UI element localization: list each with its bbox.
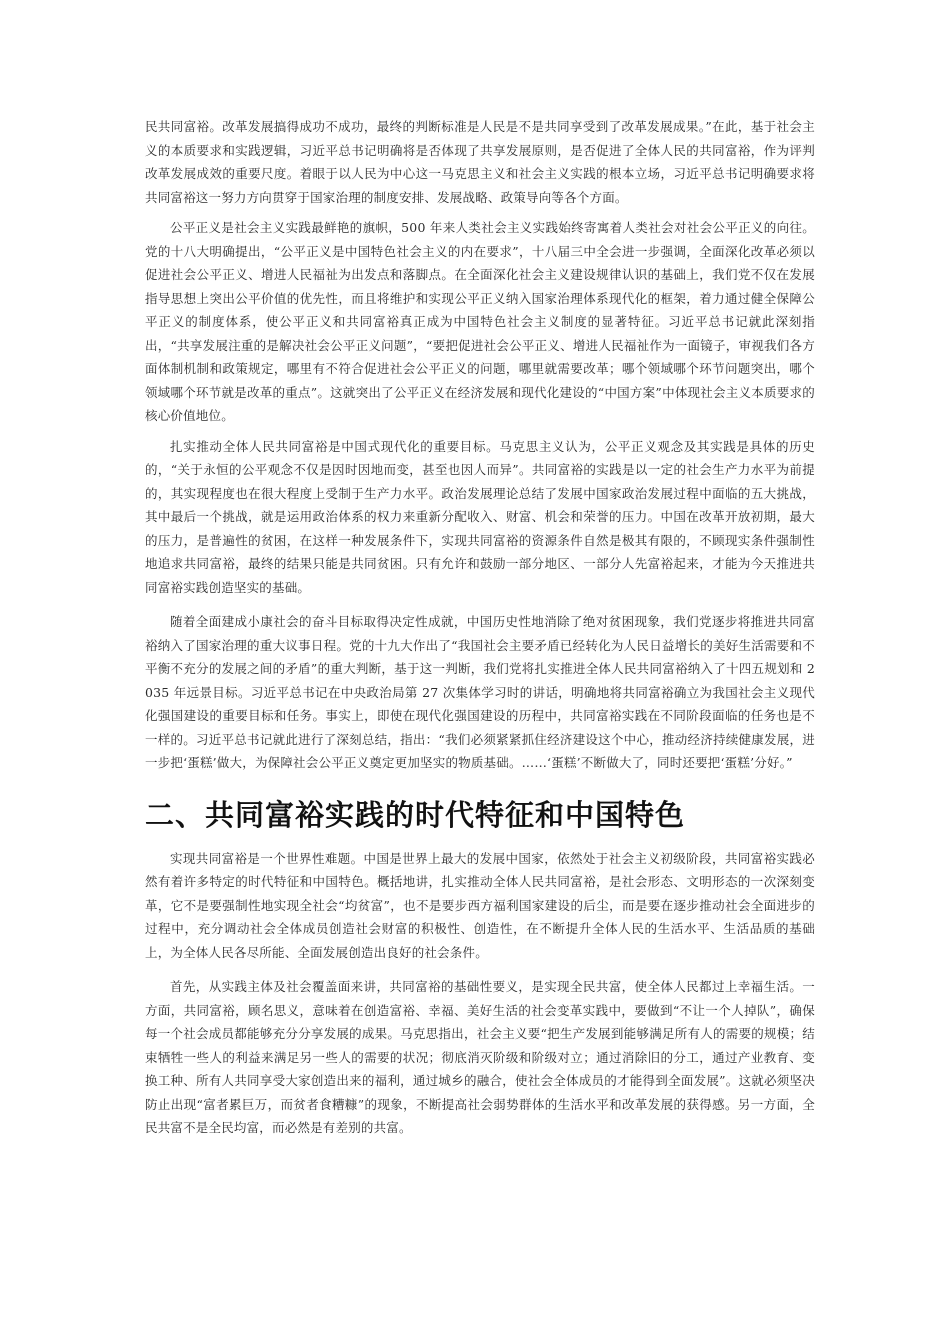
paragraph-xiaokang: 随着全面建成小康社会的奋斗目标取得决定性成就，中国历史性地消除了绝对贫困现象，我们党逐步将推进共同富裕纳入了国家治理的重大议事日程。党的十九大作出了“我国社会主要矛盾已经转化为人民日益增长的美好生活需要和不平衡不充分的发展之间的矛盾”的重大判断，基于这一判断，我们党将扎实推进全体人民共同富裕纳入了十四五规划和 2035 年远景目标。习近平总书记在中央政治局第 27 次集体学习时的讲话，明确地将共同富裕确立为我国社会主义现代化强国建设的重要目标和任务。事实上，即使在现代化强国建设的历程中，共同富裕实践在不同阶段面临的任务也是不一样的。习近平总书记就此进行了深刻总结，指出：“我们必须紧紧抓住经济建设这个中心，推动经济持续健康发展，进一步把‘蛋糕’做大，为保障社会公平正义奠定更加坚实的物质基础。……‘蛋糕’不断做大了，同时还要把‘蛋糕’分好。” xyxy=(145,614,815,770)
paragraph-modernization-goal: 扎实推动全体人民共同富裕是中国式现代化的重要目标。马克思主义认为，公平正义观念及其实践是具体的历史的，“关于永恒的公平观念不仅是因时因地而变，甚至也因人而异”。共同富裕的实践是以一定的社会生产力水平为前提的，其实现程度也在很大程度上受制于生产力水平。政治发展理论总结了发展中国家政治发展过程中面临的五大挑战，其中最后一个挑战，就是运用政治体系的权力来重新分配收入、财富、机会和荣誉的压力。中国在改革开放初期，最大的压力，是普遍性的贫困，在这样一种发展条件下，实现共同富裕的资源条件自然是极其有限的，不顾现实条件强制性地追求共同富裕，最终的结果只能是共同贫困。只有允许和鼓励一部分地区、一部分人先富裕起来，才能为今天推进共同富裕实践创造坚实的基础。 xyxy=(145,438,815,595)
section-heading: 二、共同富裕实践的时代特征和中国特色 xyxy=(145,797,686,832)
document-page xyxy=(145,115,815,1140)
paragraph-practice-subject: 首先，从实践主体及社会覆盖面来讲，共同富裕的基础性要义，是实现全民共富，使全体人民都过上幸福生活。一方面，共同富裕，顾名思义，意味着在创造富裕、幸福、美好生活的社会变革实践中，要做到“不让一个人掉队”，确保每一个社会成员都能够充分分享发展的成果。马克思指出，社会主义要“把生产发展到能够满足所有人的需要的规模；结束牺牲一些人的利益来满足另一些人的需要的状况；彻底消灭阶级和阶级对立；通过消除旧的分工，通过产业教育、变换工种、所有人共同享受大家创造出来的福利，通过城乡的融合，使社会全体成员的才能得到全面发展”。这就必须坚决防止出现“富者累巨万，而贫者食糟糠”的现象，不断提高社会弱势群体的生活水平和改革发展的获得感。另一方面，全民共富不是全民均富，而必然是有差别的共富。 xyxy=(145,979,815,1135)
paragraph-continued: 民共同富裕。改革发展搞得成功不成功，最终的判断标准是人民是不是共同享受到了改革发展成果。”在此，基于社会主义的本质要求和实践逻辑，习近平总书记明确将是否体现了共享发展原则，是否促进了全体人民的共同富裕，作为评判改革发展成效的重要尺度。着眼于以人民为中心这一马克思主义和社会主义实践的根本立场，习近平总书记明确要求将共同富裕这一努力方向贯穿于国家治理的制度安排、发展战略、政策导向等各个方面。 xyxy=(145,119,815,205)
paragraph-fairness-justice: 公平正义是社会主义实践最鲜艳的旗帜，500 年来人类社会主义实践始终寄寓着人类社会对社会公平正义的向往。党的十八大明确提出，“公平正义是中国特色社会主义的内在要求”，十八届三中全会进一步强调，全面深化改革必须以促进社会公平正义、增进人民福祉为出发点和落脚点。在全面深化社会主义建设规律认识的基础上，我们党不仅在发展指导思想上突出公平价值的优先性，而且将维护和实现公平正义纳入国家治理体系现代化的框架，着力通过健全保障公平正义的制度体系，使公平正义和共同富裕真正成为中国特色社会主义制度的显著特征。习近平总书记就此深刻指出，“共享发展注重的是解决社会公平正义问题”，“要把促进社会公平正义、增进人民福祉作为一面镜子，审视我们各方面体制机制和政策规定，哪里有不符合促进社会公平正义的问题，哪里就需要改革；哪个领域哪个环节问题突出，哪个领域哪个环节就是改革的重点”。这就突出了公平正义在经济发展和现代化建设的“中国方案”中体现社会主义本质要求的核心价值地位。 xyxy=(145,220,815,423)
paragraph-world-problem: 实现共同富裕是一个世界性难题。中国是世界上最大的发展中国家，依然处于社会主义初级阶段，共同富裕实践必然有着许多特定的时代特征和中国特色。概括地讲，扎实推动全体人民共同富裕，是社会形态、文明形态的一次深刻变革，它不是要强制性地实现全社会“均贫富”，也不是要步西方福利国家建设的后尘，而是要在逐步推动社会全面进步的过程中，充分调动社会全体成员创造社会财富的积极性、创造性，在不断提升全体人民的生活水平、生活品质的基础上，为全体人民各尽所能、全面发展创造出良好的社会条件。 xyxy=(145,850,815,960)
